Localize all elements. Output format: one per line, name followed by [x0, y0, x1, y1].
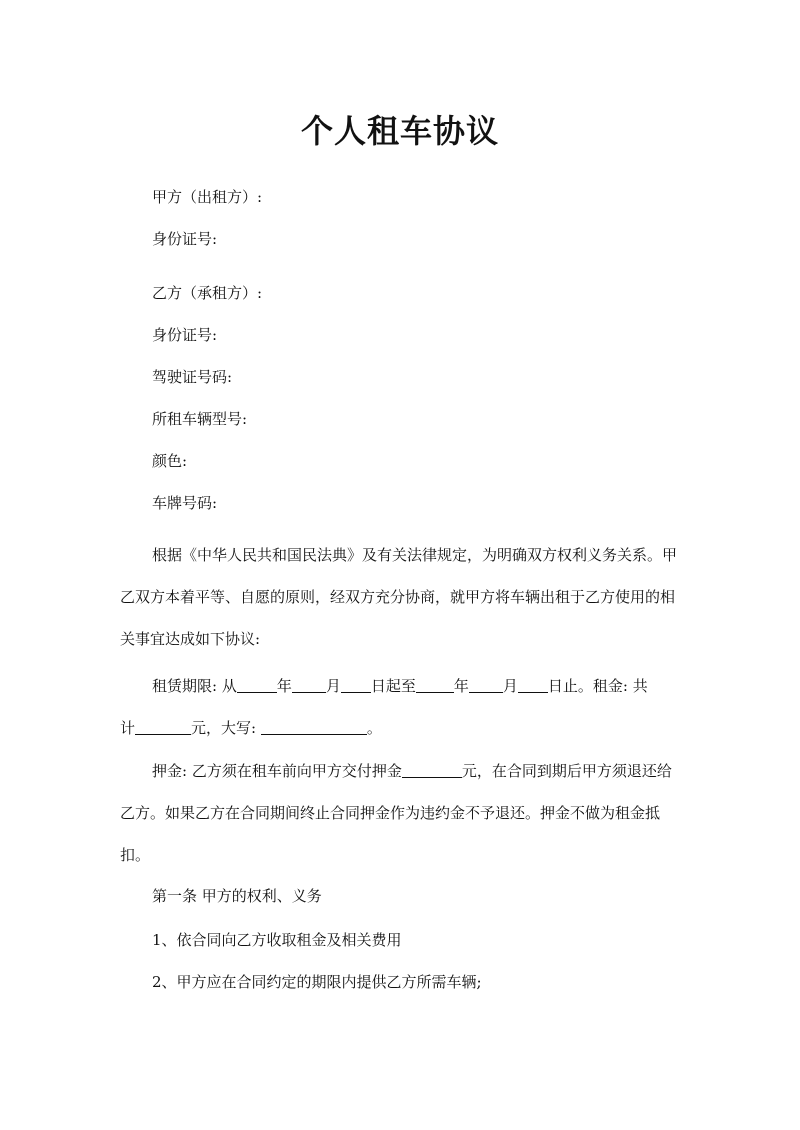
end-mark: 。: [366, 719, 382, 737]
end-month-blank: [469, 678, 503, 693]
rent-amount-blank: [135, 720, 191, 735]
article-1-heading: 第一条 甲方的权利、义务: [152, 887, 322, 905]
start-day-blank: [341, 678, 371, 693]
party-b-id-label: 身份证号:: [152, 326, 218, 344]
month-label: 月: [325, 677, 341, 695]
deposit-paragraph: [120, 750, 686, 876]
end-day-label: 日止。租金: 共: [547, 677, 648, 695]
year-label-2: 年: [453, 677, 469, 695]
start-day-label: 日起至: [370, 677, 416, 695]
start-year-blank: [237, 678, 277, 693]
plate-label: 车牌号码:: [152, 494, 218, 512]
start-month-blank: [292, 678, 326, 693]
model-label: 所租车辆型号:: [152, 410, 248, 428]
intro-paragraph: 根据《中华人民共和国民法典》及有关法律规定，为明确双方权利义务关系。甲乙双方本着平等、自愿的原则，经双方充分协商，就甲方将车辆出租于乙方使用的相关事宜达成如下协议:: [120, 546, 678, 648]
deposit-amount-blank: [402, 763, 462, 778]
yuan-label: 元，大写:: [191, 719, 257, 737]
rent-amount-words-blank: [261, 720, 367, 735]
document-title: 个人租车协议: [300, 112, 499, 150]
party-b-label: 乙方（承租方）:: [152, 284, 263, 302]
deposit-text: 元，在合同到期后甲方须退还给乙方。如果乙方在合同期间终止合同押金作为违约金不予退还。押金不做为租金抵扣。: [120, 762, 672, 864]
party-a-id-label: 身份证号:: [152, 230, 218, 248]
party-a-label: 甲方（出租方）:: [152, 188, 263, 206]
end-day-blank: [518, 678, 548, 693]
lease-term-line: [152, 676, 648, 696]
article-1-item-1: 1、依合同向乙方收取租金及相关费用: [152, 931, 402, 949]
rent-total-line: [120, 718, 382, 738]
color-label: 颜色:: [152, 452, 188, 470]
lease-term-label: 租赁期限: 从: [152, 677, 237, 695]
deposit-label: 押金: 乙方须在租车前向甲方交付押金: [152, 762, 402, 780]
article-1-item-2: 2、甲方应在合同约定的期限内提供乙方所需车辆;: [152, 973, 482, 991]
year-label: 年: [276, 677, 292, 695]
month-label-2: 月: [502, 677, 518, 695]
total-label: 计: [120, 719, 136, 737]
end-year-blank: [416, 678, 454, 693]
license-label: 驾驶证号码:: [152, 368, 233, 386]
